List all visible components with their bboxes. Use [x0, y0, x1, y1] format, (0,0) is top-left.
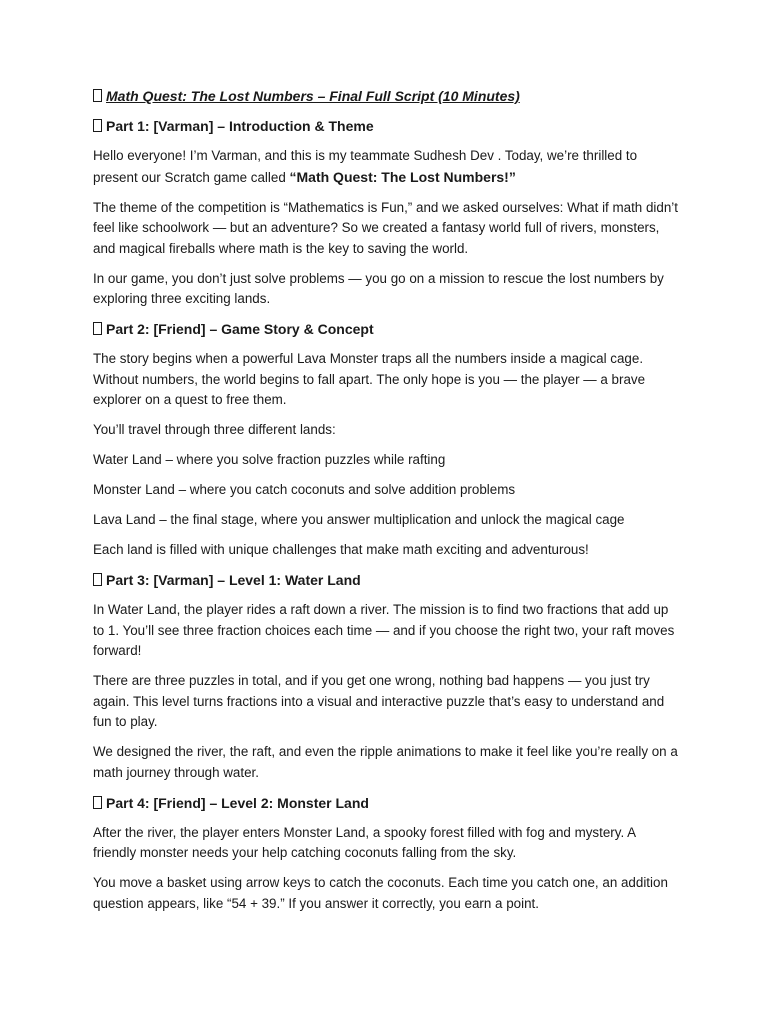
paragraph-water-puzzles: There are three puzzles in total, and if you get one wrong, nothing bad happens — you just try again. This level turns fractions into a visual and interactive puzzle that’s easy to understand and fun to play.: [93, 673, 665, 729]
paragraph-monster-basket: You move a basket using arrow keys to catch the coconuts. Each time you catch one, an addition question appears, like “54 + 39.” If you answer it correctly, you earn a point.: [93, 875, 668, 911]
document-title-text: Math Quest: The Lost Numbers – Final Full Script (10 Minutes): [106, 88, 520, 104]
missing-glyph-icon: [93, 119, 102, 132]
paragraph-intro-greeting: [93, 146, 678, 188]
paragraph-water-design: We designed the river, the raft, and even the ripple animations to make it feel like you’re really on a math journey through water.: [93, 744, 678, 780]
paragraph-monster-land: Monster Land – where you catch coconuts and solve addition problems: [93, 482, 516, 497]
paragraph-intro-greeting-text: Hello everyone! I’m Varman, and this is my teammate Sudhesh Dev . Today, we’re thrilled to present our Scratch game called: [93, 148, 638, 185]
section-heading-part-4-text: Part 4: [Friend] – Level 2: Monster Land: [106, 794, 369, 811]
section-heading-part-3-text: Part 3: [Varman] – Level 1: Water Land: [106, 572, 361, 588]
document-page: [93, 86, 678, 924]
paragraph-theme: The theme of the competition is “Mathematics is Fun,” and we asked ourselves: What if math didn’t feel like schoolwork — but an adventure? So we created a fantasy world full of rivers, monsters, and magical fireballs where math is the key to saving the world.: [93, 199, 678, 256]
missing-glyph-icon: [93, 796, 102, 809]
section-heading-part-2: [93, 319, 678, 339]
paragraph-story: The story begins when a powerful Lava Monster traps all the numbers inside a magical cage. Without numbers, the world begins to fall apart. The only hope is you — the player — a brave explorer on a quest to free them.: [93, 351, 646, 407]
missing-glyph-icon: [93, 322, 102, 335]
paragraph-lava-land: Lava Land – the final stage, where you answer multiplication and unlock the magical cage: [93, 512, 625, 527]
paragraph-monster-forest: After the river, the player enters Monster Land, a spooky forest filled with fog and mystery. A friendly monster needs your help catching coconuts falling from the sky.: [93, 824, 636, 860]
paragraph-mission: In our game, you don’t just solve problems — you go on a mission to rescue the lost numbers by exploring three exciting lands.: [93, 270, 664, 306]
section-heading-part-1-text: Part 1: [Varman] – Introduction & Theme: [106, 118, 374, 134]
section-heading-part-3: [93, 570, 678, 590]
paragraph-water-raft: In Water Land, the player rides a raft down a river. The mission is to find two fractions that add up to 1. You’ll see three fraction choices each time — and if you choose the right two, your raft moves forward!: [93, 602, 675, 658]
game-name-bold: “Math Quest: The Lost Numbers!”: [289, 168, 516, 185]
paragraph-lands-intro: You’ll travel through three different lands:: [93, 422, 336, 437]
missing-glyph-icon: [93, 89, 102, 102]
missing-glyph-icon: [93, 573, 102, 586]
document-title: [93, 86, 678, 106]
section-heading-part-1: [93, 116, 678, 136]
paragraph-each-land: Each land is filled with unique challenges that make math exciting and adventurous!: [93, 542, 589, 557]
paragraph-water-land: Water Land – where you solve fraction puzzles while rafting: [93, 452, 446, 467]
section-heading-part-2-text: Part 2: [Friend] – Game Story & Concept: [106, 321, 374, 337]
section-heading-part-4: [93, 793, 678, 813]
